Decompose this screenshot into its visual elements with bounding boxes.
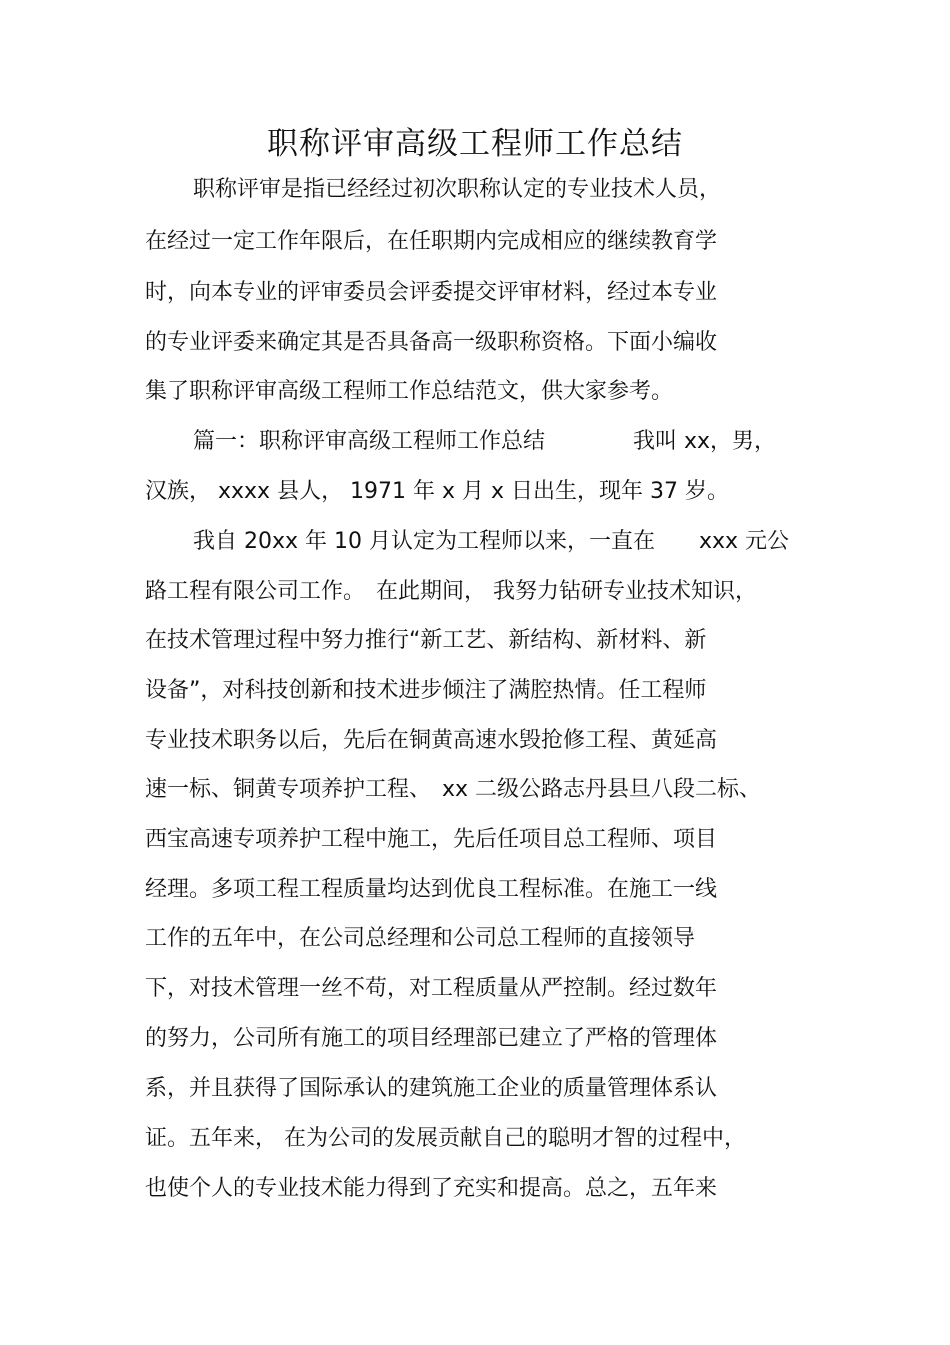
paragraph-line: 汉族， xxxx 县人， 1971 年 x 月 x 日出生，现年 37 岁。 <box>145 479 730 504</box>
paragraph-line: 工作的五年中，在公司总经理和公司总工程师的直接领导 <box>145 926 696 951</box>
paragraph-line: 系，并且获得了国际承认的建筑施工企业的质量管理体系认 <box>145 1076 718 1101</box>
paragraph-line: 我自 20xx 年 10 月认定为工程师以来，一直在 xxx 元公 <box>193 529 790 554</box>
paragraph-line: 经理。多项工程工程质量均达到优良工程标准。在施工一线 <box>145 877 718 902</box>
paragraph-line: 的专业评委来确定其是否具备高一级职称资格。下面小编收 <box>145 330 718 355</box>
paragraph-line: 证。五年来， 在为公司的发展贡献自己的聪明才智的过程中， <box>145 1126 746 1151</box>
paragraph-line: 设备”，对科技创新和技术进步倾注了满腔热情。任工程师 <box>145 678 707 703</box>
paragraph-line: 专业技术职务以后，先后在铜黄高速水毁抢修工程、黄延高 <box>145 728 718 753</box>
paragraph-line: 篇一：职称评审高级工程师工作总结 我叫 xx，男， <box>193 429 777 454</box>
paragraph-line: 速一标、铜黄专项养护工程、 xx 二级公路志丹县旦八段二标、 <box>145 777 762 802</box>
paragraph-line: 路工程有限公司工作。 在此期间， 我努力钻研专业技术知识， <box>145 579 757 604</box>
paragraph-line: 下，对技术管理一丝不苟，对工程质量从严控制。经过数年 <box>145 976 718 1001</box>
paragraph-line: 西宝高速专项养护工程中施工，先后任项目总工程师、项目 <box>145 827 718 852</box>
paragraph-line: 的努力，公司所有施工的项目经理部已建立了严格的管理体 <box>145 1026 718 1051</box>
paragraph-line: 在经过一定工作年限后，在任职期内完成相应的继续教育学 <box>145 229 718 254</box>
paragraph-line: 也使个人的专业技术能力得到了充实和提高。总之，五年来 <box>145 1176 718 1201</box>
paragraph-line: 集了职称评审高级工程师工作总结范文，供大家参考。 <box>145 379 674 404</box>
paragraph-line: 职称评审是指已经经过初次职称认定的专业技术人员， <box>193 177 722 202</box>
document-title: 职称评审高级工程师工作总结 <box>267 126 683 162</box>
paragraph-line: 在技术管理过程中努力推行“新工艺、新结构、新材料、新 <box>145 628 707 653</box>
paragraph-line: 时，向本专业的评审委员会评委提交评审材料，经过本专业 <box>145 280 718 305</box>
